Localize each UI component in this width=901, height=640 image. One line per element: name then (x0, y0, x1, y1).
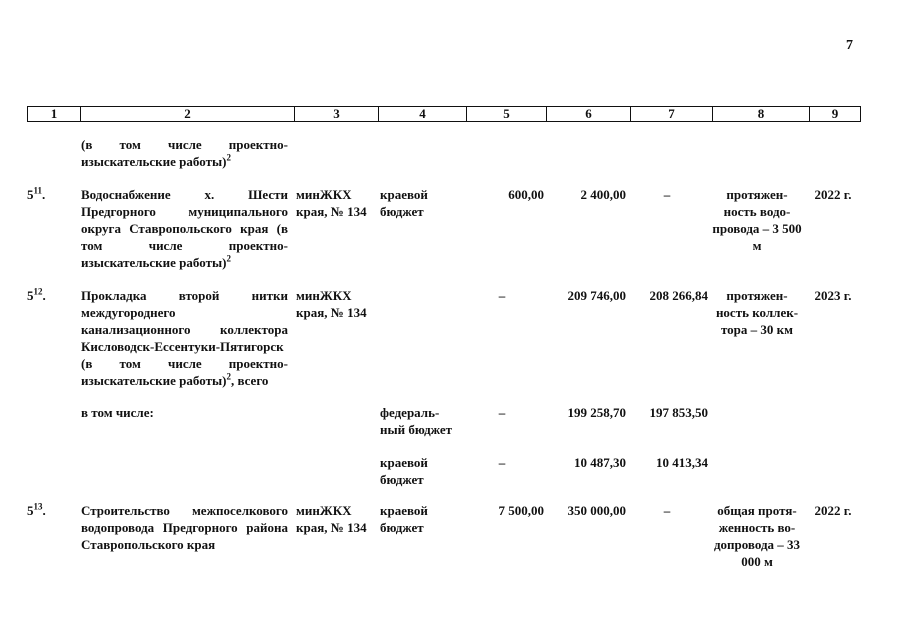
row-col5: – (498, 455, 506, 470)
page-number: 7 (846, 38, 853, 53)
row-col6: 350 000,00 (567, 503, 626, 518)
row-col6: 199 258,70 (567, 405, 626, 420)
row-year: 2022 г. (814, 187, 852, 202)
continuation-text: (в том числе проектно-изыскательские работы)$^2$ (81, 137, 288, 169)
row-executor: минЖКХ края, № 134 (296, 503, 367, 535)
row-indicator: протяжен-ность водо-провода – 3 500 м (712, 187, 802, 253)
header-col-2: 2 (81, 107, 295, 122)
row-number: $5^{11}$. (27, 185, 46, 202)
row-name: Строительство межпоселкового водопровода Предгорного района Ставропольского края (81, 503, 288, 552)
row-col6: 2 400,00 (580, 187, 626, 202)
header-col-1: 1 (28, 107, 81, 122)
header-col-8: 8 (713, 107, 810, 122)
header-col-5: 5 (467, 107, 547, 122)
row-funding-source: федераль-ный бюджет (380, 405, 453, 437)
row-col5: 7 500,00 (498, 503, 544, 518)
row-indicator: общая протя-женность во-допровода – 33 000 м (713, 503, 801, 569)
row-col5: – (498, 405, 506, 420)
header-col-6: 6 (547, 107, 631, 122)
row-funding-source: краевой бюджет (380, 187, 428, 219)
row-col5: 600,00 (508, 187, 544, 202)
row-funding-source: краевой бюджет (380, 503, 428, 535)
header-col-4: 4 (379, 107, 467, 122)
row-col7: 208 266,84 (649, 288, 708, 303)
row-col6: 10 487,30 (574, 455, 626, 470)
row-col7: – (663, 503, 671, 518)
row-col6: 209 746,00 (567, 288, 626, 303)
row-including-label: в том числе: (81, 405, 154, 420)
row-executor: минЖКХ края, № 134 (296, 288, 367, 320)
row-year: 2022 г. (814, 503, 852, 518)
row-col7: 197 853,50 (649, 405, 708, 420)
row-col7: – (663, 187, 671, 202)
header-col-9: 9 (810, 107, 861, 122)
row-executor: минЖКХ края, № 134 (296, 187, 367, 219)
row-col5: – (498, 288, 506, 303)
row-name: Водоснабжение х. Шести Предгорного муниципального округа Ставропольского края (в том числе проектно-изыскательские работы)$^2$ (81, 187, 288, 270)
row-col7: 10 413,34 (656, 455, 708, 470)
row-year: 2023 г. (814, 288, 852, 303)
row-funding-source: краевой бюджет (380, 455, 428, 487)
row-name: Прокладка второй нитки междугороднего канализационного коллектора Кисловодск-Ессентуки-Пятигорск (в том числе проектно-изыскательские работы)$^2$, всего (81, 288, 288, 388)
header-col-7: 7 (631, 107, 713, 122)
row-number: $5^{13}$. (27, 501, 46, 518)
row-number: $5^{12}$. (27, 286, 46, 303)
column-number-header (27, 106, 861, 122)
row-indicator: протяжен-ность коллек-тора – 30 км (715, 288, 799, 337)
header-col-3: 3 (295, 107, 379, 122)
